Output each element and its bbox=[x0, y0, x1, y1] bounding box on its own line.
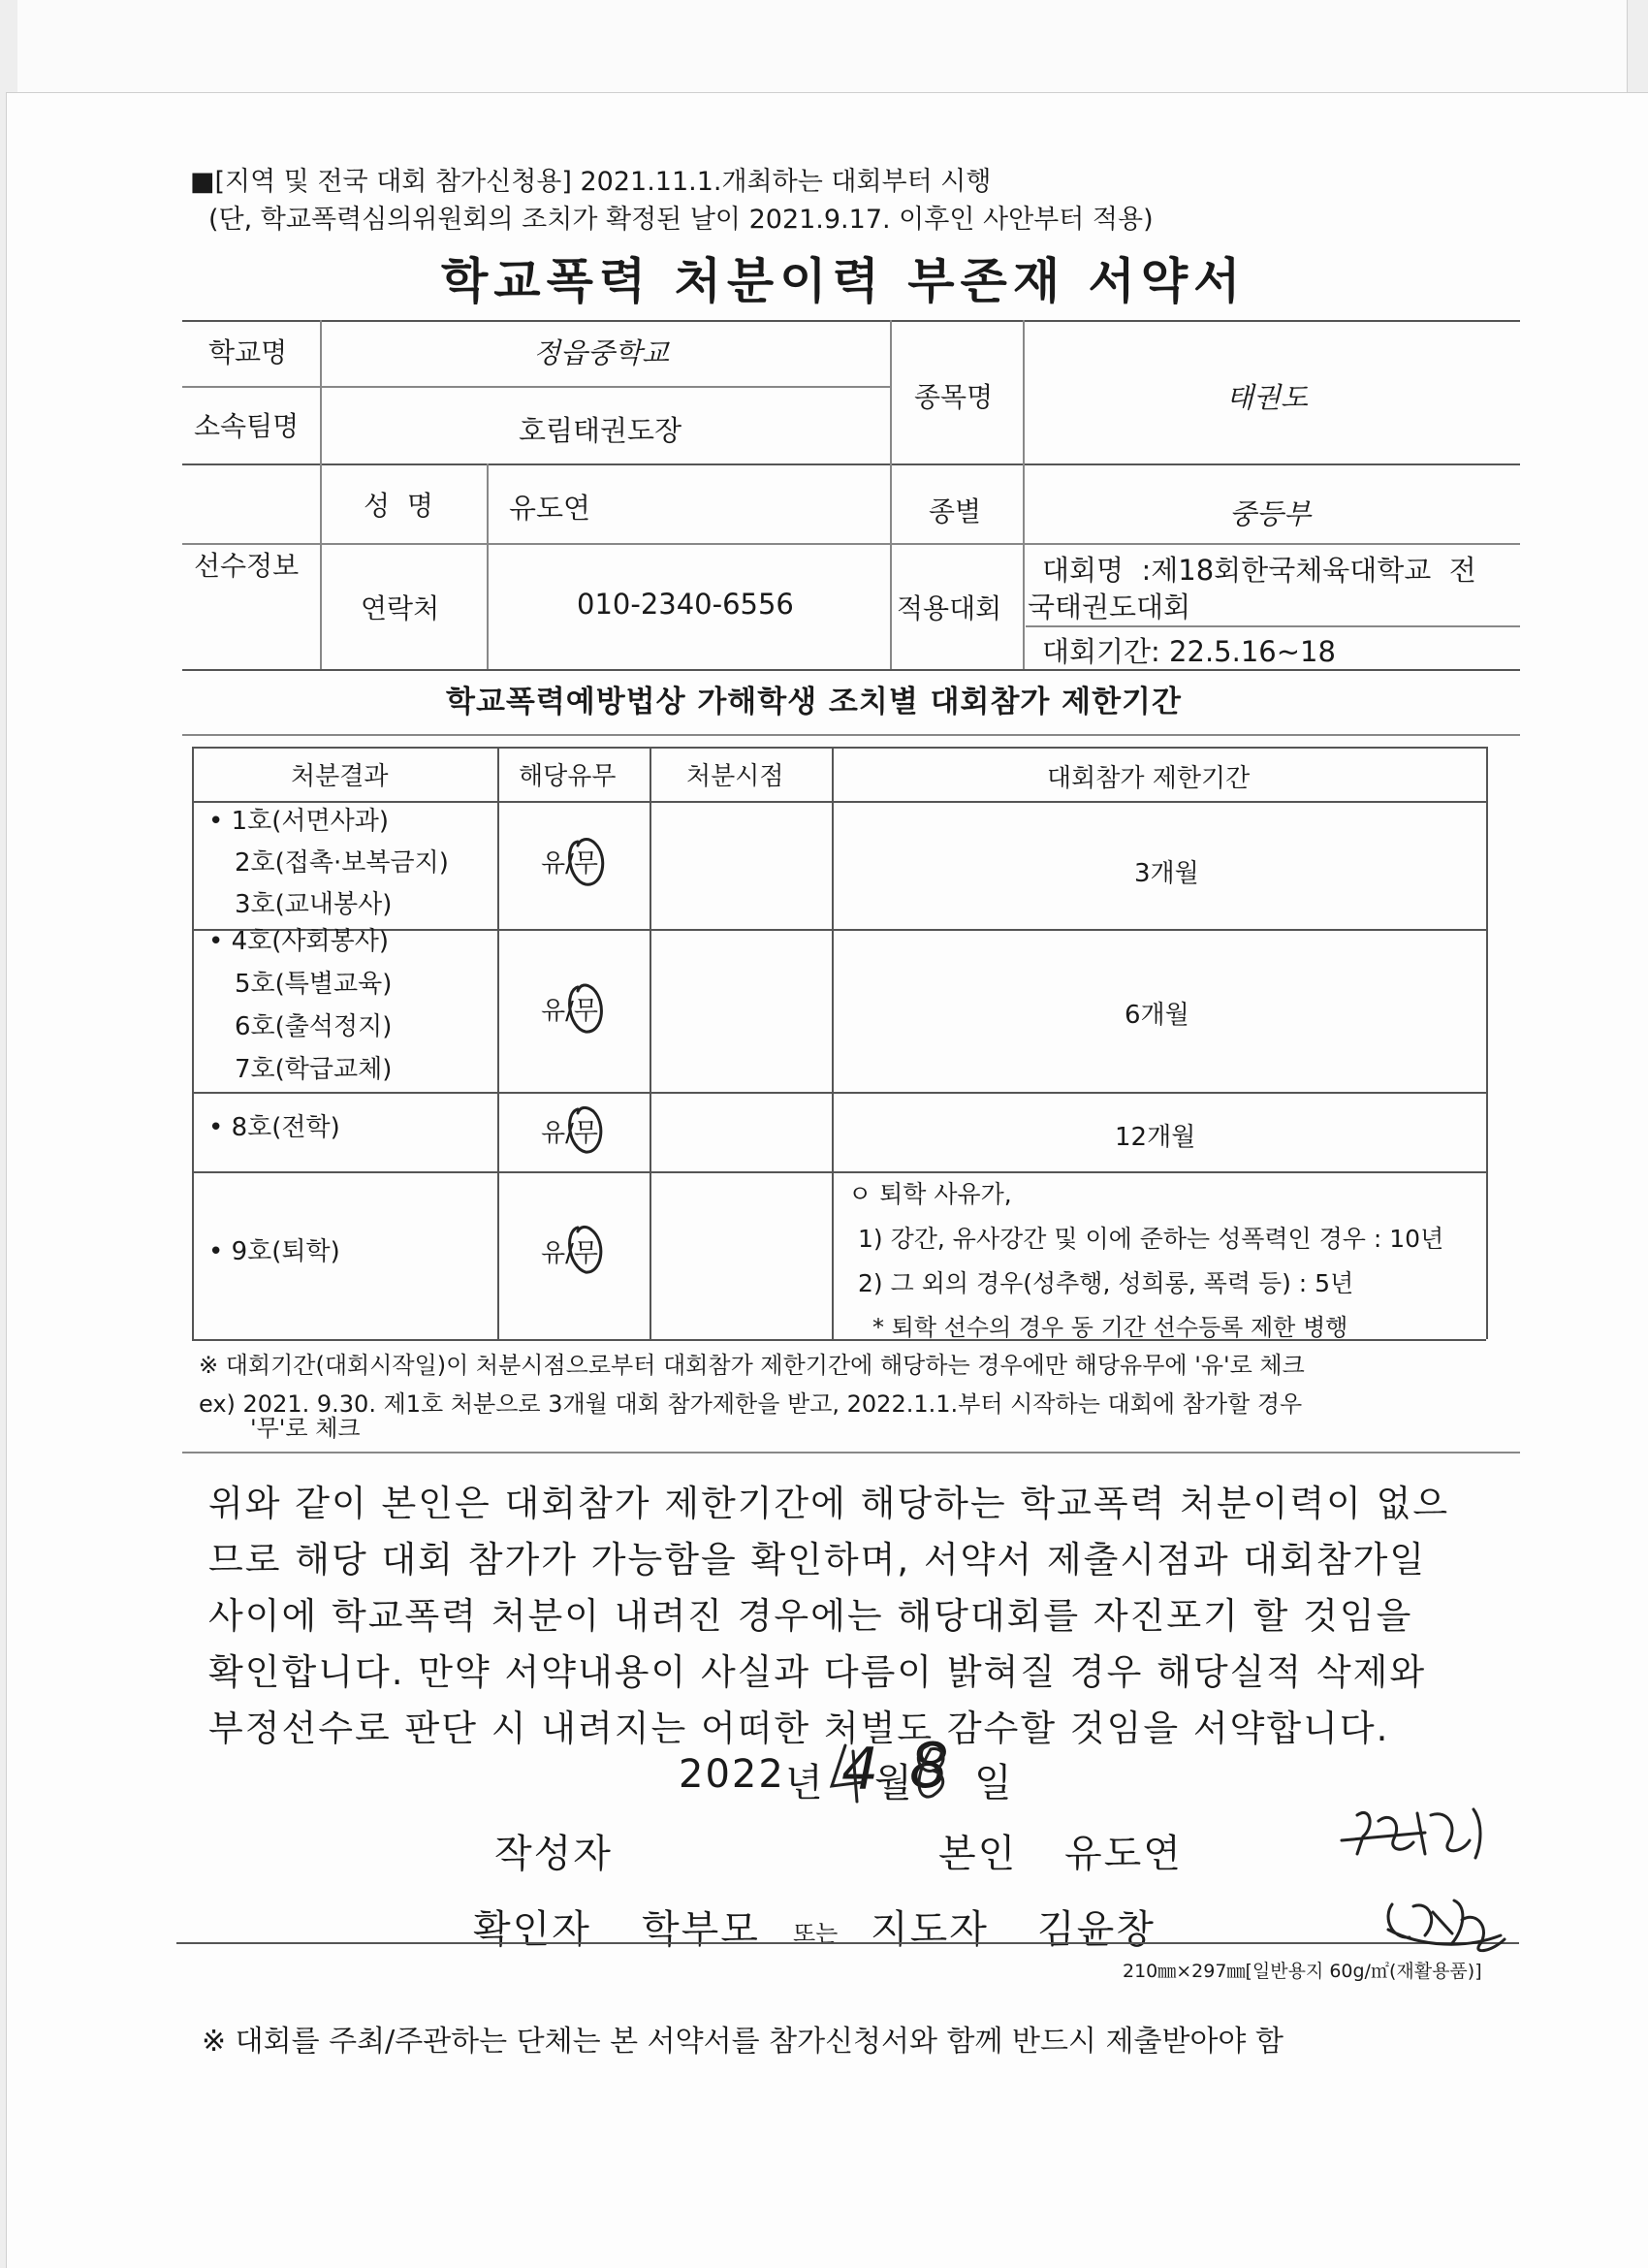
header-line-2: (단, 학교폭력심의위원회의 조치가 확정된 날이 2021.9.17. 이후인 사안부터 적용) bbox=[208, 205, 1154, 235]
check-circle-icon bbox=[570, 1227, 601, 1272]
name-label: 성 명 bbox=[364, 490, 433, 522]
self-name: 유도연 bbox=[1064, 1832, 1183, 1876]
col-header-period: 대회참가 제한기간 bbox=[1047, 764, 1251, 793]
check-circle-icon bbox=[570, 840, 603, 885]
date-year-unit: 년 bbox=[785, 1761, 825, 1805]
date-day-unit: 일 bbox=[974, 1761, 1014, 1805]
self-label: 본인 bbox=[938, 1832, 1018, 1876]
applicable-yn: 유/무 bbox=[541, 849, 598, 878]
list-item: 3호(교내봉사) bbox=[235, 890, 393, 919]
check-circle-icon bbox=[570, 1107, 601, 1152]
pledge-line: 위와 같이 본인은 대회참가 제한기간에 해당하는 학교폭력 처분이력이 없으 bbox=[208, 1483, 1450, 1524]
sport-value: 태권도 bbox=[1226, 381, 1309, 414]
period-line: 2) 그 외의 경우(성추행, 성희롱, 폭력 등) : 5년 bbox=[858, 1269, 1354, 1297]
team-label: 소속팀명 bbox=[194, 410, 300, 442]
writer-signature-icon bbox=[1342, 1809, 1480, 1858]
date-day: 8 bbox=[909, 1731, 949, 1803]
date-month: 4 bbox=[841, 1736, 879, 1804]
sport-label: 종목명 bbox=[914, 381, 994, 413]
category-value: 중등부 bbox=[1229, 497, 1312, 530]
school-value: 정읍중학교 bbox=[533, 336, 670, 369]
note-2: ex) 2021. 9.30. 제1호 처분으로 3개월 대회 참가제한을 받고, 2022.1.1.부터 시작하는 대회에 참가할 경우 bbox=[199, 1390, 1303, 1418]
event-period: 대회기간: 22.5.16~18 bbox=[1042, 635, 1336, 668]
category-label: 종별 bbox=[929, 495, 982, 527]
note-1: ※ 대회기간(대회시작일)이 처분시점으로부터 대회참가 제한기간에 해당하는 경우에만 해당유무에 '유'로 체크 bbox=[199, 1352, 1305, 1379]
period-value: 12개월 bbox=[1115, 1123, 1196, 1152]
name-value: 유도연 bbox=[509, 492, 591, 525]
list-item: • 9호(퇴학) bbox=[208, 1237, 340, 1266]
athlete-info-label: 선수정보 bbox=[194, 550, 300, 582]
or-label: 또는 bbox=[793, 1920, 839, 1947]
coach-name: 김윤창 bbox=[1037, 1907, 1156, 1952]
pledge-line: 확인합니다. 만약 서약내용이 사실과 다름이 밝혀질 경우 해당실적 삭제와 bbox=[208, 1651, 1427, 1693]
note-3: '무'로 체크 bbox=[250, 1415, 361, 1442]
date-year: 2022 bbox=[679, 1752, 785, 1797]
contact-value: 010-2340-6556 bbox=[577, 588, 794, 621]
col-header-result: 처분결과 bbox=[291, 762, 389, 791]
list-item: • 8호(전학) bbox=[208, 1113, 340, 1142]
pledge-line: 므로 해당 대회 참가가 가능함을 확인하며, 서약서 제출시점과 대회참가일 bbox=[208, 1539, 1427, 1581]
event-label: 적용대회 bbox=[897, 592, 1002, 624]
check-circle-icon bbox=[570, 985, 602, 1032]
list-item: • 4호(사회봉사) bbox=[208, 927, 390, 956]
list-item: 7호(학급교체) bbox=[235, 1055, 393, 1084]
restriction-title: 학교폭력예방법상 가해학생 조치별 대회참가 제한기간 bbox=[446, 685, 1182, 719]
event-name-line-1: 대회명 :제18회한국체육대학교 전 bbox=[1042, 554, 1476, 587]
list-item: 5호(특별교육) bbox=[235, 970, 393, 999]
writer-label: 작성자 bbox=[494, 1832, 613, 1876]
applicable-yn: 유/무 bbox=[541, 1239, 598, 1268]
square-bullet-icon: ■ bbox=[190, 167, 215, 197]
period-line: ㅇ 퇴학 사유가, bbox=[848, 1180, 1012, 1208]
coach-label: 지도자 bbox=[871, 1907, 989, 1952]
date-month-unit: 월 bbox=[874, 1761, 914, 1805]
date-month-stroke-icon bbox=[832, 1745, 863, 1802]
col-header-time: 처분시점 bbox=[686, 762, 784, 791]
period-value: 6개월 bbox=[1125, 1001, 1189, 1030]
confirmer-signature-icon bbox=[1388, 1901, 1505, 1951]
document-title: 학교폭력 처분이력 부존재 서약서 bbox=[441, 253, 1247, 309]
contact-label: 연락처 bbox=[361, 592, 440, 624]
school-label: 학교명 bbox=[208, 336, 288, 368]
header-line-1: ■[지역 및 전국 대회 참가신청용] 2021.11.1.개최하는 대회부터 시행 bbox=[190, 167, 992, 197]
period-line: * 퇴학 선수의 경우 동 기간 선수등록 제한 병행 bbox=[872, 1314, 1348, 1341]
parent-label: 학부모 bbox=[642, 1907, 760, 1952]
applicable-yn: 유/무 bbox=[541, 997, 598, 1026]
period-value: 3개월 bbox=[1134, 859, 1199, 888]
bottom-note: ※ 대회를 주최/주관하는 단체는 본 서약서를 참가신청서와 함께 반드시 제출받아야 함 bbox=[202, 2025, 1284, 2059]
period-line: 1) 강간, 유사강간 및 이에 준하는 성폭력인 경우 : 10년 bbox=[858, 1225, 1444, 1253]
pledge-line: 부정선수로 판단 시 내려지는 어떠한 처벌도 감수할 것임을 서약합니다. bbox=[208, 1708, 1390, 1749]
date-day-stroke-icon bbox=[918, 1745, 943, 1797]
pledge-line: 사이에 학교폭력 처분이 내려진 경우에는 해당대회를 자진포기 할 것임을 bbox=[208, 1595, 1413, 1637]
list-item: 6호(출석정지) bbox=[235, 1012, 393, 1041]
list-item: 2호(접촉·보복금지) bbox=[235, 848, 449, 878]
team-value: 호림태권도장 bbox=[519, 414, 682, 447]
event-name-line-2: 국태권도대회 bbox=[1028, 591, 1191, 623]
confirmer-label: 확인자 bbox=[473, 1907, 591, 1952]
applicable-yn: 유/무 bbox=[541, 1119, 598, 1148]
col-header-applicable: 해당유무 bbox=[519, 762, 617, 791]
list-item: • 1호(서면사과) bbox=[208, 807, 390, 836]
paper-spec: 210㎜×297㎜[일반용지 60g/㎡(재활용품)] bbox=[1123, 1961, 1482, 1982]
